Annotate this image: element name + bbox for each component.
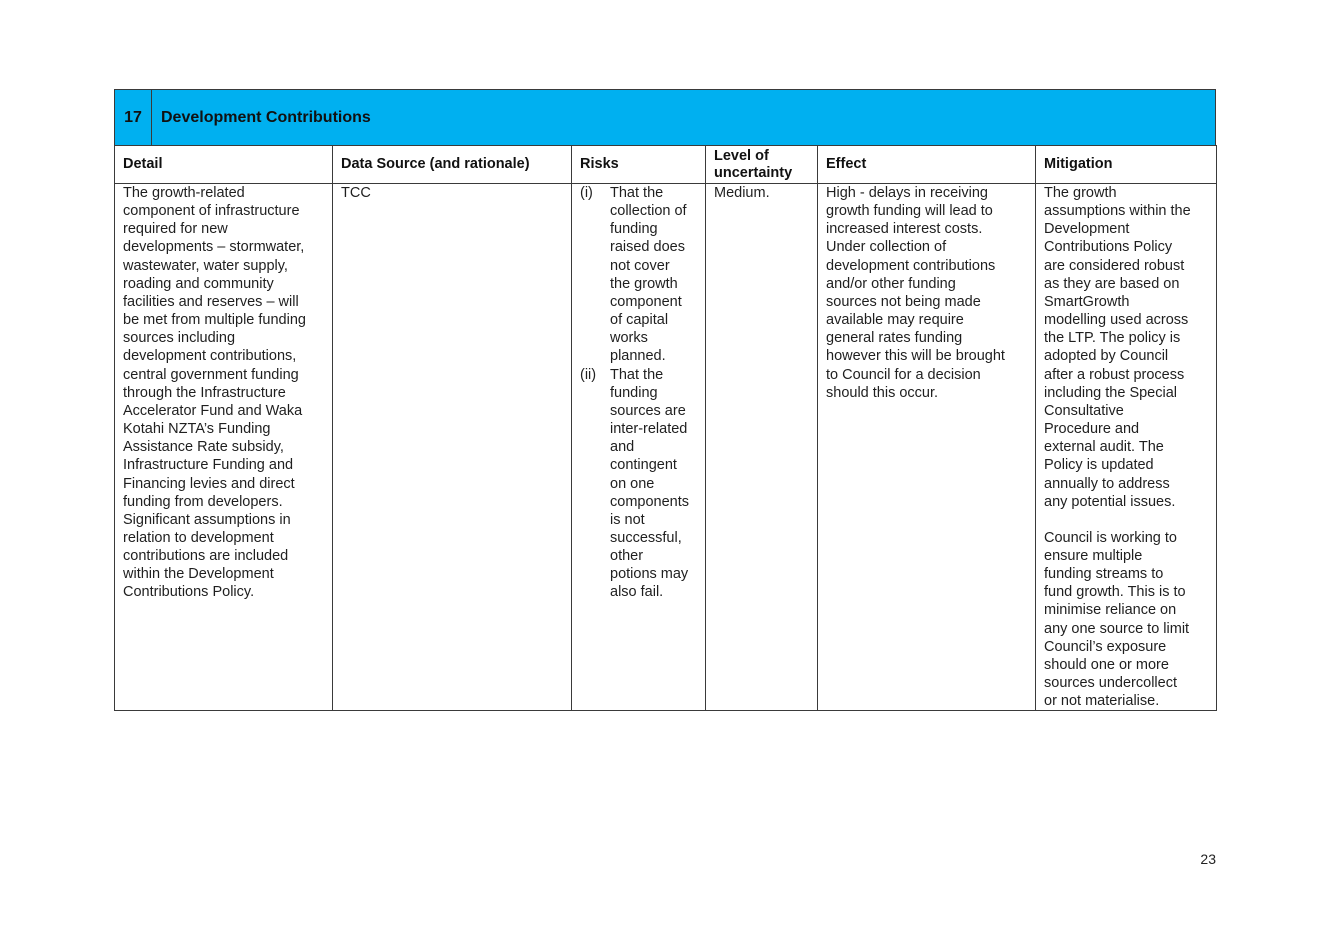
risk-list — [580, 184, 697, 602]
header-detail: Detail — [115, 146, 333, 184]
assumptions-table — [114, 145, 1217, 711]
mitigation-paragraph: The growth assumptions within the Development Contributions Policy are considered robust as they are based on SmartGrowth modelling used across the LTP. The policy is adopted by Council after a robust process including the Special Consultative Procedure and external audit. The Policy is updated annually to address any potential issues. — [1044, 185, 1191, 510]
paragraph-spacer — [1044, 511, 1208, 529]
table-row — [115, 184, 1217, 711]
risk-number: (ii) — [580, 366, 597, 383]
mitigation-paragraph: Council is working to ensure multiple funding streams to fund growth. This is to minimise reliance on any one source to limit Council’s exposure should one or more sources undercollect or not materialise. — [1044, 529, 1190, 710]
page-number: 23 — [1200, 851, 1216, 867]
development-contributions-table-section — [114, 89, 1216, 711]
header-risks: Risks — [572, 146, 706, 184]
risk-number: (i) — [580, 185, 593, 201]
table-header-row — [115, 146, 1217, 184]
risk-item — [580, 184, 697, 366]
risk-text: That the funding sources are inter-related and contingent on one components is not successful, other potions may also fail. — [610, 366, 689, 601]
cell-mitigation — [1036, 184, 1217, 711]
cell-detail: The growth-related component of infrastructure required for new developments – stormwater, wastewater, water supply, roading and community facilities and reserves – will be met from multiple funding sources including development contributions, central government funding through the Infrastructure Accelerator Fund and Waka Kotahi NZTA’s Funding Assistance Rate subsidy, Infrastructure Funding and Financing levies and direct funding from developers. Significant assumptions in relation to development contributions are included within the Development Contributions Policy. — [115, 184, 333, 711]
header-data-source: Data Source (and rationale) — [333, 146, 572, 184]
header-effect: Effect — [818, 146, 1036, 184]
section-number: 17 — [115, 90, 152, 145]
risk-item — [580, 366, 697, 602]
section-header — [114, 89, 1216, 145]
risk-text: That the collection of funding raised does not cover the growth component of capital works planned. — [610, 185, 687, 365]
cell-effect: High - delays in receiving growth funding will lead to increased interest costs. Under collection of development contributions and/or other funding sources not being made available may require general rates funding however this will be brought to Council for a decision should this occur. — [818, 184, 1036, 711]
section-title: Development Contributions — [161, 108, 371, 126]
cell-risks — [572, 184, 706, 711]
cell-uncertainty: Medium. — [706, 184, 818, 711]
header-mitigation: Mitigation — [1036, 146, 1217, 184]
cell-data-source: TCC — [333, 184, 572, 711]
header-uncertainty: Level of uncertainty — [706, 146, 818, 184]
